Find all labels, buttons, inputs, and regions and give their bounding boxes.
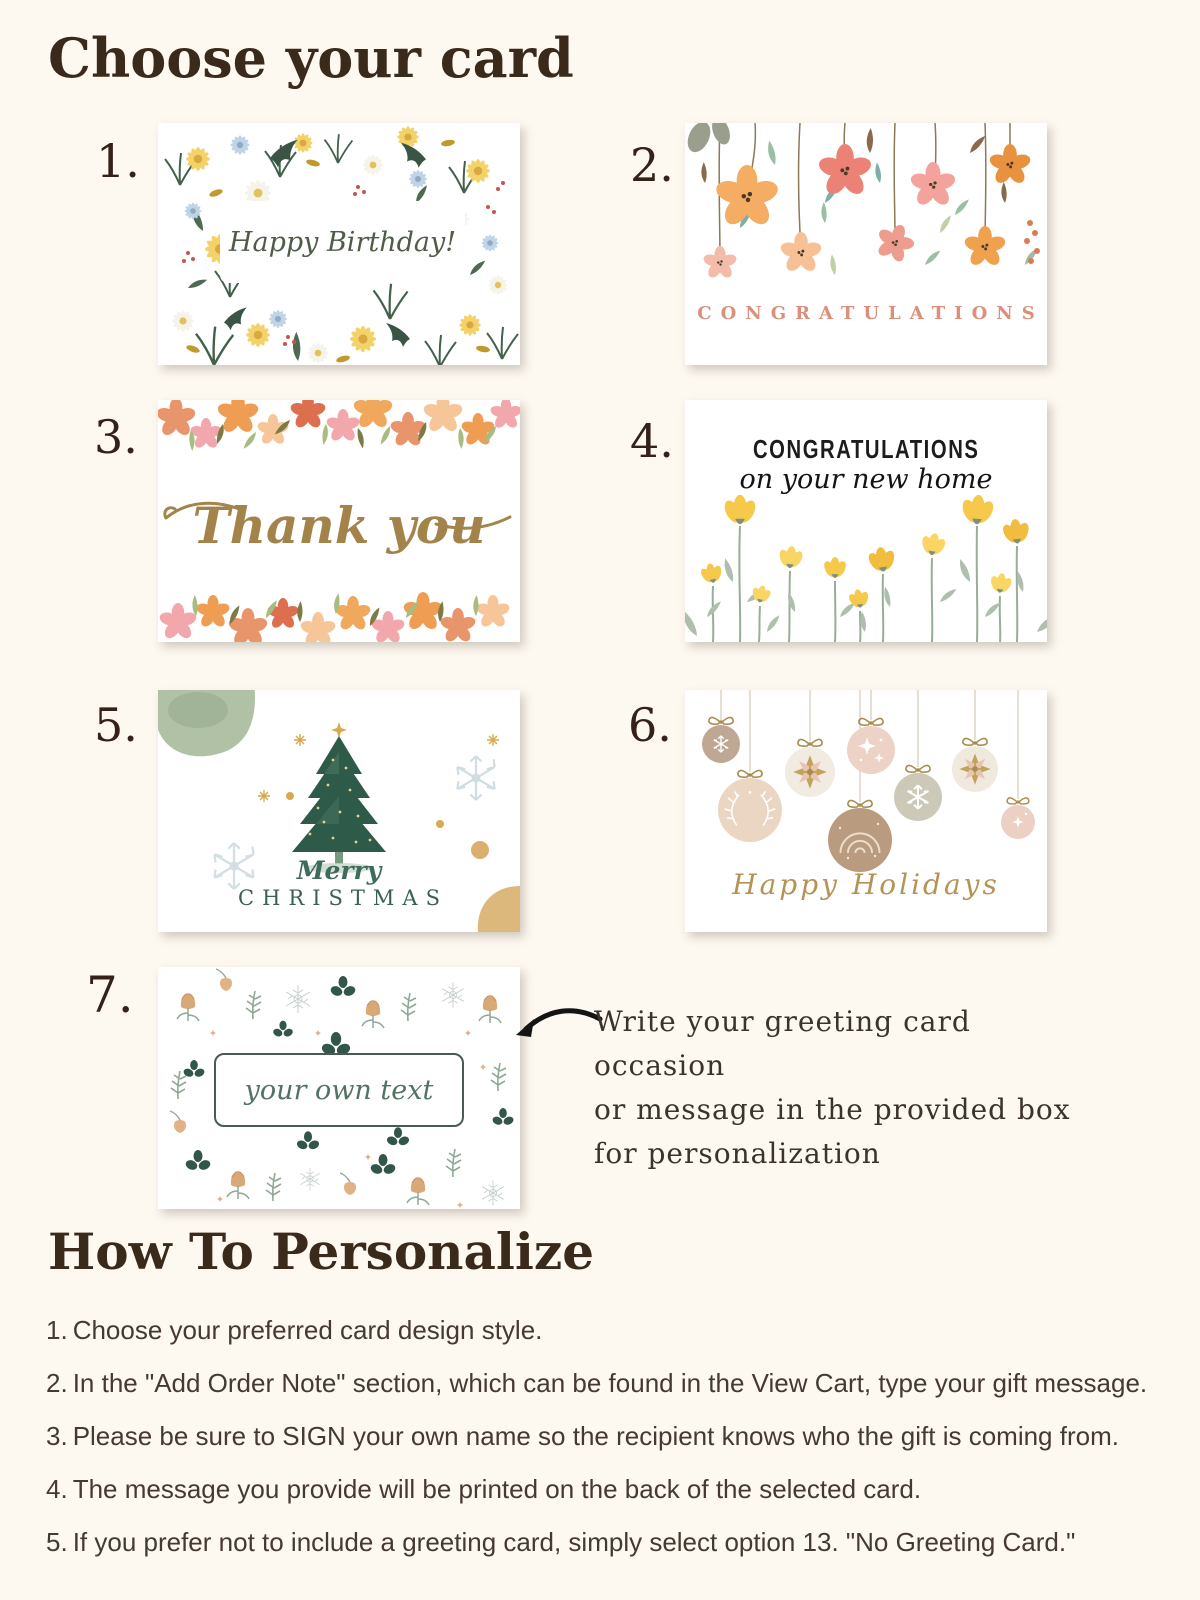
instruction-2-number: 2. xyxy=(46,1368,68,1398)
card-4-submessage: on your new home xyxy=(739,464,993,495)
card-1-number: 1. xyxy=(96,134,140,188)
card-4-number: 4. xyxy=(630,414,674,468)
instructions-list xyxy=(46,1314,1196,1579)
card-7-message-box xyxy=(214,1053,464,1127)
instruction-5-text: If you prefer not to include a greeting card, simply select option 13. "No Greeting Card." xyxy=(72,1527,1076,1557)
card-1-message: Happy Birthday! xyxy=(228,226,457,258)
card-2-floral-art xyxy=(685,123,1047,365)
instruction-5-number: 5. xyxy=(46,1527,68,1557)
card-option-custom-text xyxy=(158,967,520,1209)
card-option-congratulations xyxy=(685,123,1047,365)
instruction-item-2 xyxy=(46,1367,1196,1399)
instruction-item-4 xyxy=(46,1473,1196,1505)
card-option-happy-holidays xyxy=(685,690,1047,932)
card-option-happy-birthday xyxy=(158,123,520,365)
instruction-item-1 xyxy=(46,1314,1196,1346)
instruction-1-number: 1. xyxy=(46,1315,68,1345)
card-5-submessage: CHRISTMAS xyxy=(238,886,448,910)
how-to-title: How To Personalize xyxy=(48,1222,595,1281)
card-2-message: CONGRATULATIONS xyxy=(697,303,1044,324)
instruction-4-number: 4. xyxy=(46,1474,68,1504)
instruction-4-text: The message you provide will be printed on the back of the selected card. xyxy=(72,1474,922,1504)
card-7-number: 7. xyxy=(86,966,134,1024)
instruction-1-text: Choose your preferred card design style. xyxy=(72,1315,543,1345)
instruction-2-text: In the "Add Order Note" section, which can be found in the View Cart, type your gift message. xyxy=(72,1368,1148,1398)
instruction-3-text: Please be sure to SIGN your own name so the recipient knows who the gift is coming from. xyxy=(72,1421,1119,1451)
card-3-number: 3. xyxy=(94,410,138,464)
instruction-item-5 xyxy=(46,1526,1196,1558)
card-option-new-home xyxy=(685,400,1047,642)
annotation-line-1: Write your greeting card occasion xyxy=(594,1005,971,1082)
page-title: Choose your card xyxy=(48,26,574,90)
card-6-message: Happy Holidays xyxy=(732,868,1000,901)
card-option-merry-christmas xyxy=(158,690,520,932)
annotation-arrow-icon xyxy=(512,1003,604,1049)
annotation-text xyxy=(594,1000,1094,1176)
instruction-3-number: 3. xyxy=(46,1421,68,1451)
card-3-message: Thank you xyxy=(192,496,486,555)
annotation-line-3: for personalization xyxy=(594,1137,881,1170)
card-5-message: Merry xyxy=(296,856,382,885)
instruction-item-3 xyxy=(46,1420,1196,1452)
annotation-line-2: or message in the provided box xyxy=(594,1093,1071,1126)
card-6-number: 6. xyxy=(628,698,672,752)
card-7-message: your own text xyxy=(244,1074,434,1106)
card-4-message: CONGRATULATIONS xyxy=(752,434,980,464)
card-2-number: 2. xyxy=(630,138,674,192)
card-option-thank-you xyxy=(158,400,520,642)
card-5-number: 5. xyxy=(94,698,138,752)
card-1-message-box xyxy=(220,201,465,283)
